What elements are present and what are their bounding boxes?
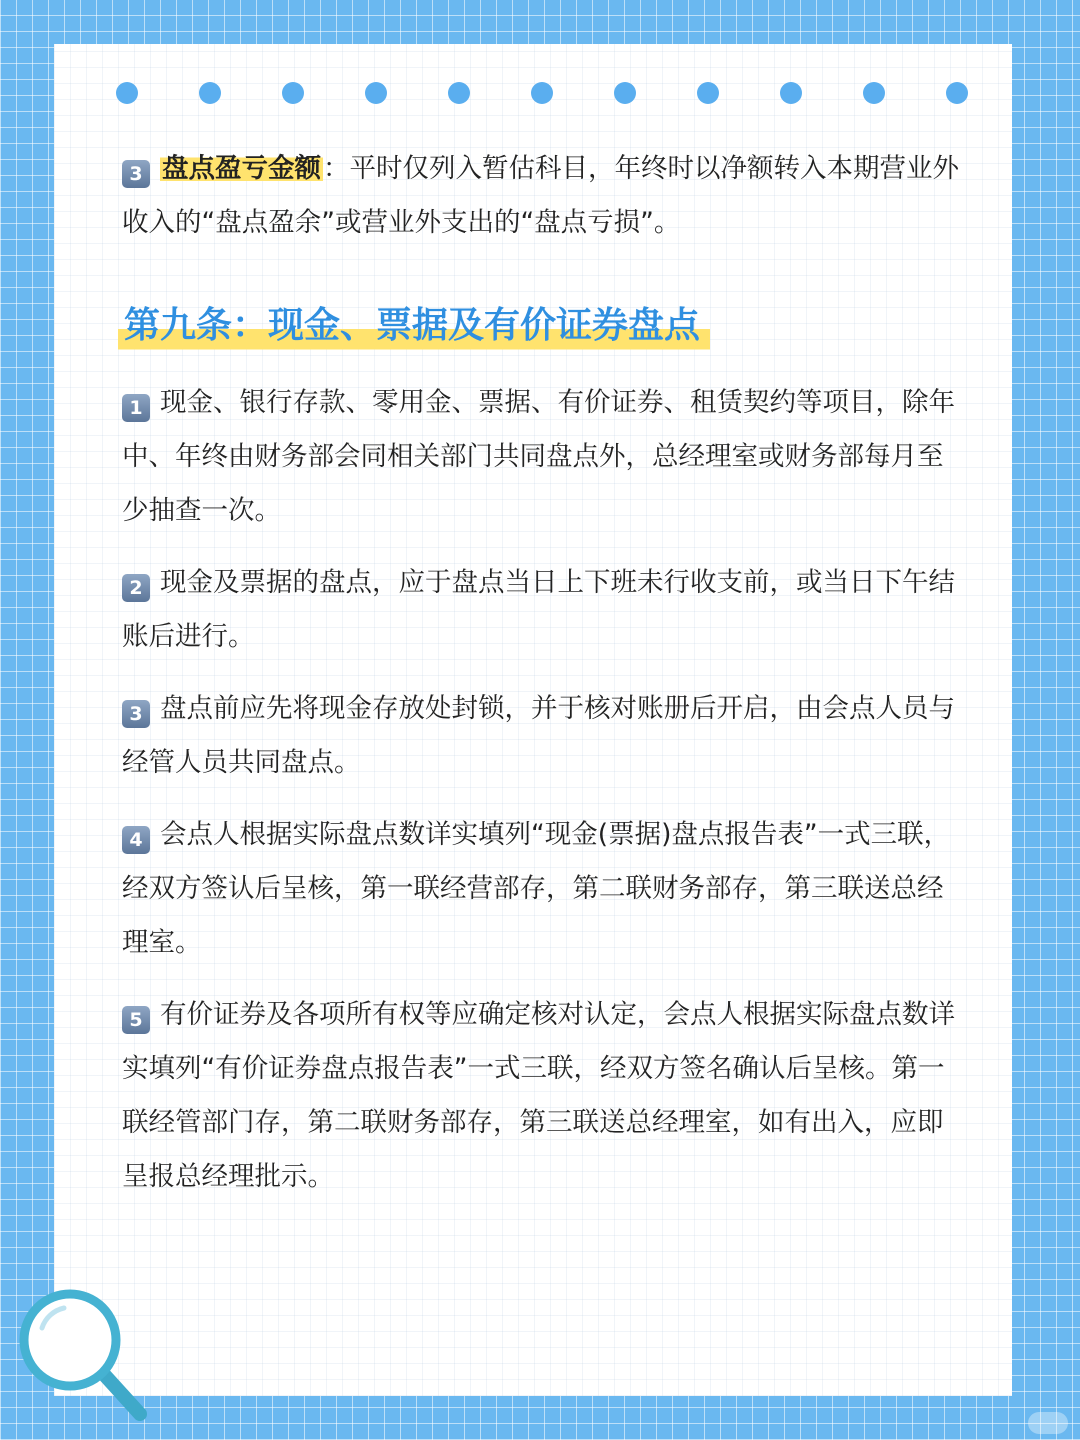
list-item [122,556,960,664]
dot [531,82,553,104]
section-heading: 第九条：现金、票据及有价证券盘点 [118,298,710,354]
number-badge: 2 [122,574,150,602]
highlighted-term: 盘点盈亏金额 [162,153,321,184]
number-badge: 5 [122,1006,150,1034]
dot [199,82,221,104]
dot [614,82,636,104]
list-item [122,376,960,538]
list-item-text: 现金及票据的盘点，应于盘点当日上下班未行收支前，或当日下午结账后进行。 [122,567,955,652]
dot [697,82,719,104]
dot [946,82,968,104]
decorative-dots [116,82,968,106]
dot [448,82,470,104]
list-item [122,808,960,970]
paragraph-text: ：平时仅列入暂估科目，年终时以净额转入本期营业外收入的“盘点盈余”或营业外支出的“盘点亏损”。 [122,153,959,238]
list-item-text: 现金、银行存款、零用金、票据、有价证券、租赁契约等项目，除年中、年终由财务部会同相关部门共同盘点外，总经理室或财务部每月至少抽查一次。 [122,387,955,526]
dot [282,82,304,104]
list-item-text: 会点人根据实际盘点数详实填列“现金(票据)盘点报告表”一式三联，经双方签认后呈核，第一联经营部存，第二联财务部存，第三联送总经理室。 [122,819,951,958]
number-badge: 4 [122,826,150,854]
list-item [122,682,960,790]
dot [365,82,387,104]
number-badge: 3 [122,700,150,728]
magnifier-icon [12,1282,152,1432]
article-body [122,142,960,1222]
watermark [1028,1412,1068,1434]
dot [116,82,138,104]
list-item [122,988,960,1204]
dot [863,82,885,104]
dot [780,82,802,104]
number-badge: 3 [122,160,150,188]
paragraph-inventory-gain-loss [122,142,960,250]
list-item-text: 盘点前应先将现金存放处封锁，并于核对账册后开启，由会点人员与经管人员共同盘点。 [122,693,955,778]
list-item-text: 有价证券及各项所有权等应确定核对认定，会点人根据实际盘点数详实填列“有价证券盘点报告表”一式三联，经双方签名确认后呈核。第一联经管部门存，第二联财务部存，第三联送总经理室，如有出入，应即呈报总经理批示。 [122,999,955,1192]
number-badge: 1 [122,394,150,422]
